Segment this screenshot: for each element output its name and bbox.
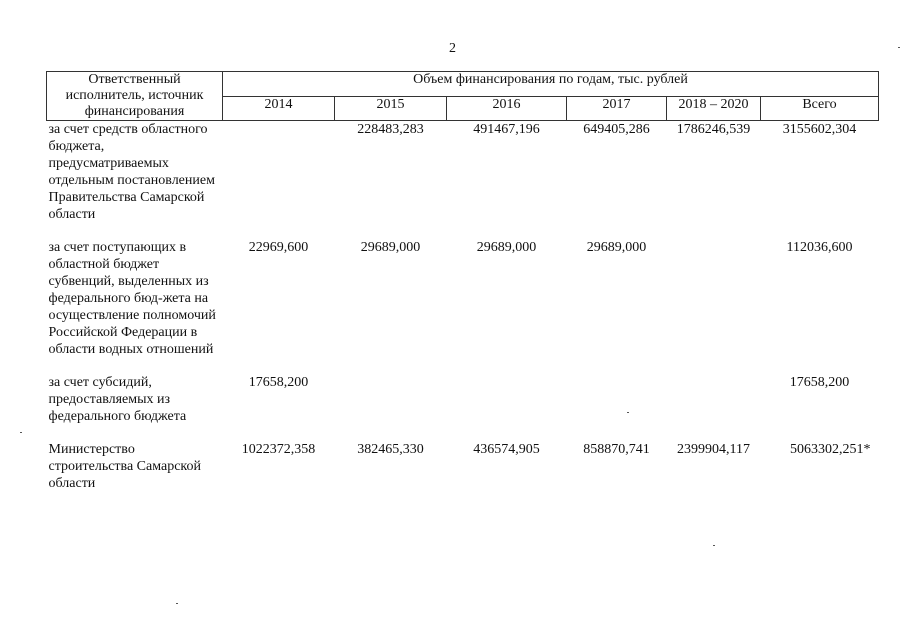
- header-year-2018-2020: 2018 – 2020: [667, 96, 761, 121]
- cell-total: 5063302,251*: [790, 442, 871, 457]
- cell-total: 112036,600: [786, 240, 853, 255]
- row-source: за счет субсидий, предоставляемых из федерального бюджета: [48, 375, 187, 424]
- cell-2015: [335, 374, 447, 425]
- cell-2016: 436574,905: [473, 442, 540, 457]
- cell-2017: [567, 374, 667, 425]
- header-year-2014: 2014: [223, 96, 335, 121]
- cell-2014: 1022372,358: [241, 442, 316, 457]
- cell-2015: 29689,000: [360, 240, 421, 255]
- cell-2014: 17658,200: [248, 375, 309, 390]
- page-number: 2: [449, 41, 456, 56]
- cell-2014: 22969,600: [248, 240, 309, 255]
- header-executor: Ответственный исполнитель, источник финансирования: [47, 72, 223, 121]
- cell-total: 17658,200: [789, 375, 850, 390]
- scan-speck: [176, 603, 178, 604]
- cell-2018-2020: 2399904,117: [677, 442, 750, 457]
- financing-table: [46, 71, 879, 492]
- cell-2016: 491467,196: [473, 122, 540, 137]
- row-source: Министерство строительства Самарской области: [48, 442, 201, 491]
- header-total: Всего: [761, 96, 879, 121]
- header-year-2016: 2016: [447, 96, 567, 121]
- row-source: за счет средств областного бюджета, предусматриваемых отдельным постановлением Правительства Самарской области: [48, 122, 215, 222]
- cell-2014: [223, 121, 335, 224]
- cell-2018-2020: 1786246,539: [676, 122, 751, 137]
- cell-2018-2020: [667, 374, 761, 425]
- cell-2016: [447, 374, 567, 425]
- cell-2015: 228483,283: [357, 122, 424, 137]
- scan-speck: [713, 545, 715, 546]
- header-year-2017: 2017: [567, 96, 667, 121]
- scan-speck: [20, 432, 22, 433]
- header-year-2015: 2015: [335, 96, 447, 121]
- row-source: за счет поступающих в областной бюджет субвенций, выделенных из федерального бюд-жета на осуществление полномочий Российской Федерации в области водных отношений: [48, 240, 216, 357]
- table-row: [47, 239, 879, 358]
- cell-total: 3155602,304: [782, 122, 857, 137]
- table-row: [47, 374, 879, 425]
- header-financing: Объем финансирования по годам, тыс. рублей: [223, 72, 879, 97]
- scan-speck: [627, 412, 629, 413]
- cell-2016: 29689,000: [476, 240, 537, 255]
- table-row: [47, 441, 879, 492]
- cell-2017: 649405,286: [583, 122, 650, 137]
- cell-2017: 29689,000: [586, 240, 647, 255]
- cell-2017: 858870,741: [583, 442, 650, 457]
- table-row: [47, 121, 879, 224]
- cell-2018-2020: [667, 239, 761, 358]
- scan-speck: [898, 47, 900, 48]
- cell-2015: 382465,330: [357, 442, 424, 457]
